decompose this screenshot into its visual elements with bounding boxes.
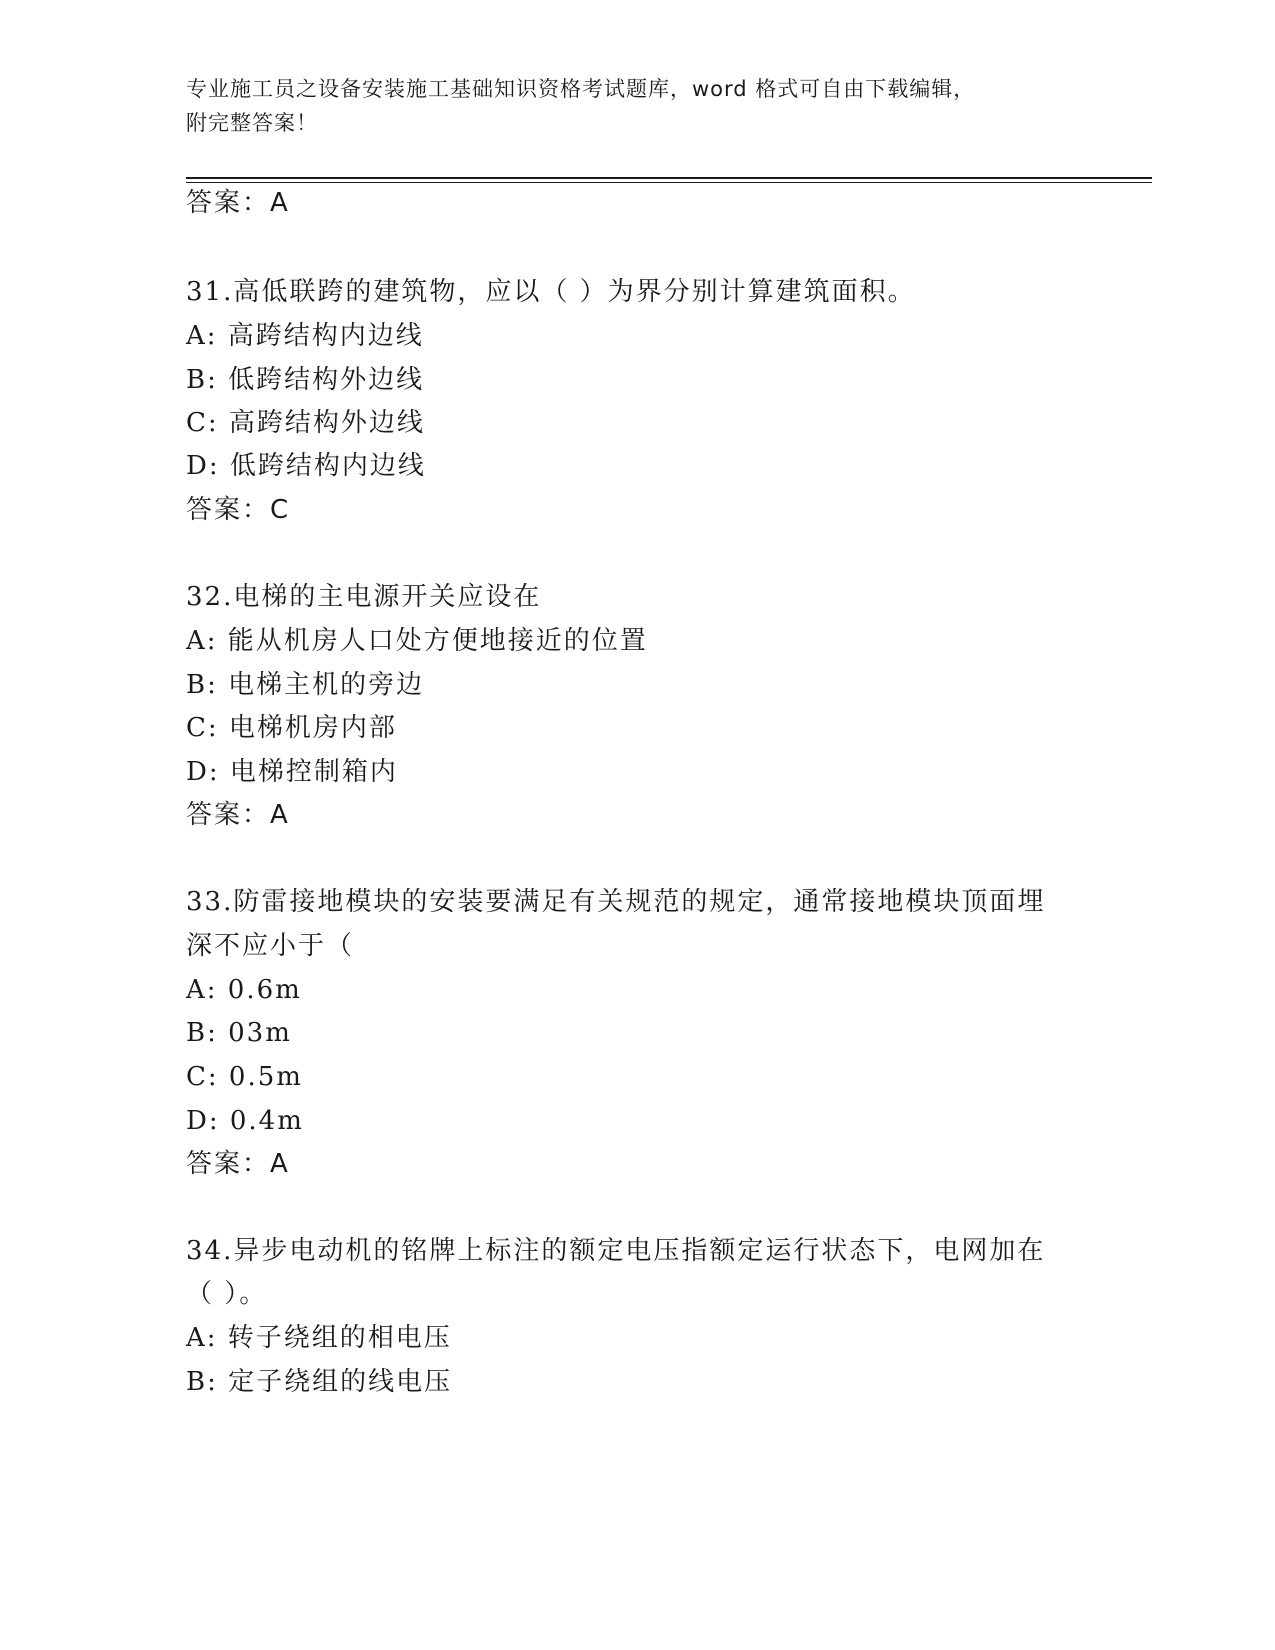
question-31-option-c: C: 高跨结构外边线 (186, 408, 425, 438)
question-32-answer: 答案：A (186, 800, 290, 830)
question-32-option-b: B: 电梯主机的旁边 (186, 670, 425, 700)
question-31-stem: 31.高低联跨的建筑物，应以（ ）为界分别计算建筑面积。 (186, 277, 916, 307)
question-34-stem-line-2: （ ）。 (186, 1279, 268, 1309)
question-31-option-d: D: 低跨结构内边线 (186, 451, 426, 481)
question-33-option-b: B: 03m (186, 1018, 292, 1048)
question-33-option-a: A: 0.6m (186, 975, 302, 1005)
question-33-option-c: C: 0.5m (186, 1062, 303, 1092)
question-33-option-d: D: 0.4m (186, 1106, 304, 1136)
header-rule-thick (186, 177, 1152, 179)
question-34-option-b: B: 定子绕组的线电压 (186, 1367, 453, 1397)
question-31-option-a: A: 高跨结构内边线 (186, 321, 424, 351)
question-32-option-a: A: 能从机房人口处方便地接近的位置 (186, 626, 648, 656)
question-34-option-a: A: 转子绕组的相电压 (186, 1323, 452, 1353)
header-line-2: 附完整答案！ (186, 111, 318, 135)
question-31-option-b: B: 低跨结构外边线 (186, 365, 425, 395)
question-32-option-c: C: 电梯机房内部 (186, 713, 397, 743)
document-header (186, 72, 1086, 140)
question-32-option-d: D: 电梯控制箱内 (186, 757, 398, 787)
answer-prev: 答案：A (186, 188, 290, 218)
question-31-answer: 答案：C (186, 495, 291, 525)
question-32-stem: 32.电梯的主电源开关应设在 (186, 582, 542, 612)
question-34-stem-line-1: 34.异步电动机的铭牌上标注的额定电压指额定运行状态下，电网加在 (186, 1236, 1046, 1266)
header-line-1: 专业施工员之设备安装施工基础知识资格考试题库，word 格式可自由下载编辑， (186, 77, 976, 101)
question-33-stem-line-1: 33.防雷接地模块的安装要满足有关规范的规定，通常接地模块顶面埋 (186, 887, 1046, 917)
question-33-answer: 答案：A (186, 1149, 290, 1179)
header-rule-thin (186, 182, 1152, 183)
question-33-stem-line-2: 深不应小于（ (186, 931, 355, 961)
